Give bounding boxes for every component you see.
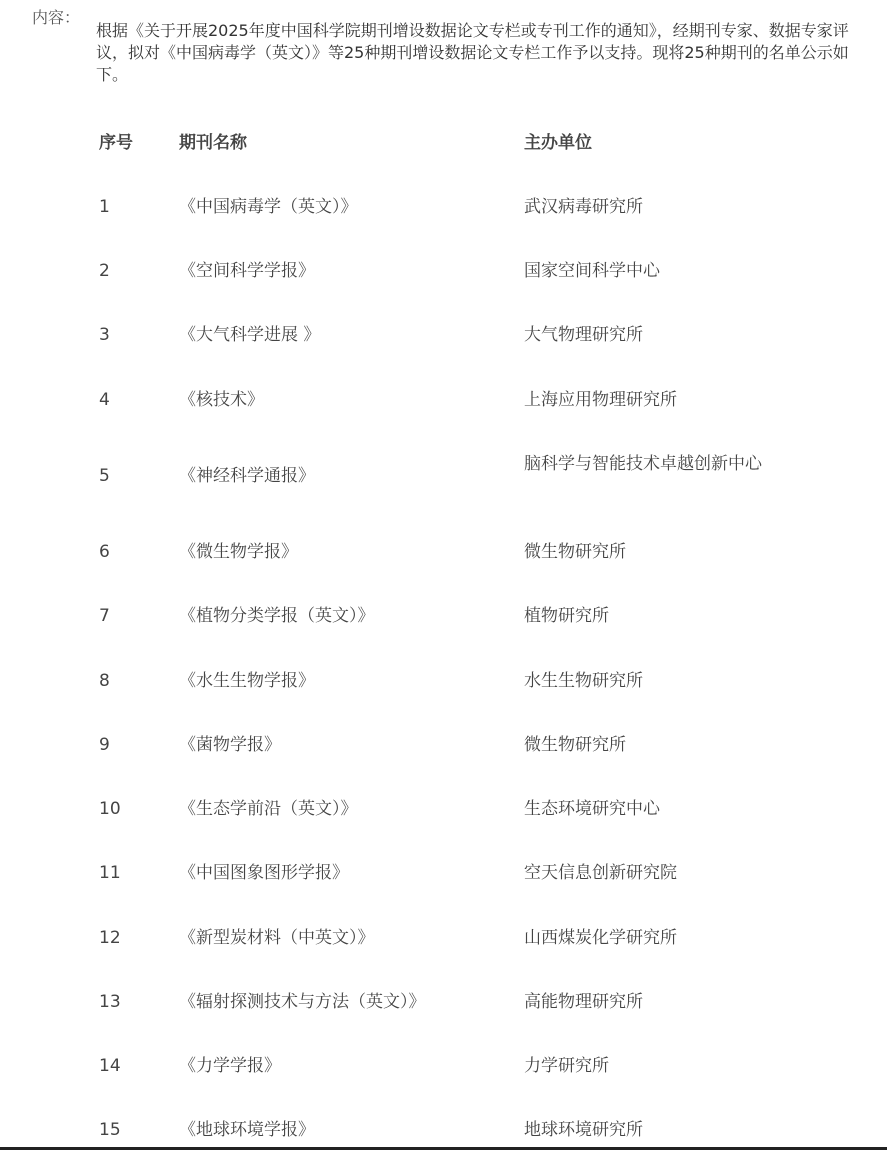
row-journal-name: 《中国图象图形学报》	[179, 863, 349, 883]
table-row	[0, 926, 887, 950]
row-num: 8	[99, 671, 110, 691]
row-num: 1	[99, 197, 110, 217]
row-journal-name: 《菌物学报》	[179, 735, 281, 755]
row-organizer: 国家空间科学中心	[524, 261, 660, 281]
table-row	[0, 540, 887, 564]
table-row	[0, 990, 887, 1014]
row-organizer: 植物研究所	[524, 606, 609, 626]
row-journal-name: 《神经科学通报》	[179, 466, 315, 486]
table-header-row	[0, 131, 887, 155]
row-num: 2	[99, 261, 110, 281]
row-organizer: 微生物研究所	[524, 735, 626, 755]
table-row	[0, 797, 887, 821]
table-row	[0, 861, 887, 885]
row-journal-name: 《地球环境学报》	[179, 1120, 315, 1140]
header-org: 主办单位	[524, 133, 592, 153]
row-journal-name: 《空间科学学报》	[179, 261, 315, 281]
row-journal-name: 《植物分类学报（英文）》	[179, 606, 375, 626]
row-organizer: 大气物理研究所	[524, 325, 643, 345]
row-journal-name: 《大气科学进展 》	[179, 325, 321, 345]
bottom-divider	[0, 1147, 887, 1150]
header-num: 序号	[99, 133, 133, 153]
row-num: 3	[99, 325, 110, 345]
row-num: 11	[99, 863, 121, 883]
row-organizer: 水生生物研究所	[524, 671, 643, 691]
row-journal-name: 《微生物学报》	[179, 542, 298, 562]
row-organizer: 武汉病毒研究所	[524, 197, 643, 217]
row-num: 6	[99, 542, 110, 562]
row-journal-name: 《新型炭材料（中英文）》	[179, 928, 375, 948]
table-row	[0, 1054, 887, 1078]
row-journal-name: 《力学学报》	[179, 1056, 281, 1076]
row-num: 13	[99, 992, 121, 1012]
row-num: 15	[99, 1120, 121, 1140]
table-row	[0, 733, 887, 757]
content-label: 内容：	[32, 8, 81, 27]
row-num: 12	[99, 928, 121, 948]
row-journal-name: 《生态学前沿（英文）》	[179, 799, 358, 819]
row-num: 4	[99, 390, 110, 410]
table-row	[0, 669, 887, 693]
table-row	[0, 195, 887, 219]
table-row	[0, 259, 887, 283]
header-name: 期刊名称	[179, 133, 247, 153]
row-num: 10	[99, 799, 121, 819]
intro-paragraph: 根据《关于开展2025年度中国科学院期刊增设数据论文专栏或专刊工作的通知》，经期刊专家、数据专家评议，拟对《中国病毒学（英文）》等25种期刊增设数据论文专栏工作予以支持。现将25种期刊的名单公示如下。	[96, 21, 849, 84]
row-num: 5	[99, 466, 110, 486]
row-journal-name: 《核技术》	[179, 390, 264, 410]
row-organizer: 山西煤炭化学研究所	[524, 928, 677, 948]
row-num: 14	[99, 1056, 121, 1076]
row-journal-name: 《中国病毒学（英文）》	[179, 197, 358, 217]
row-organizer: 上海应用物理研究所	[524, 390, 677, 410]
table-row	[0, 388, 887, 412]
row-organizer: 地球环境研究所	[524, 1120, 643, 1140]
row-organizer: 脑科学与智能技术卓越创新中心	[524, 454, 762, 474]
row-num: 7	[99, 606, 110, 626]
row-journal-name: 《辐射探测技术与方法（英文）》	[179, 992, 426, 1012]
row-organizer: 空天信息创新研究院	[524, 863, 677, 883]
table-row	[0, 452, 887, 500]
row-journal-name: 《水生生物学报》	[179, 671, 315, 691]
table-row	[0, 604, 887, 628]
table-row	[0, 323, 887, 347]
row-organizer: 力学研究所	[524, 1056, 609, 1076]
row-organizer: 高能物理研究所	[524, 992, 643, 1012]
row-organizer: 生态环境研究中心	[524, 799, 660, 819]
row-organizer: 微生物研究所	[524, 542, 626, 562]
table-row	[0, 1118, 887, 1142]
row-num: 9	[99, 735, 110, 755]
